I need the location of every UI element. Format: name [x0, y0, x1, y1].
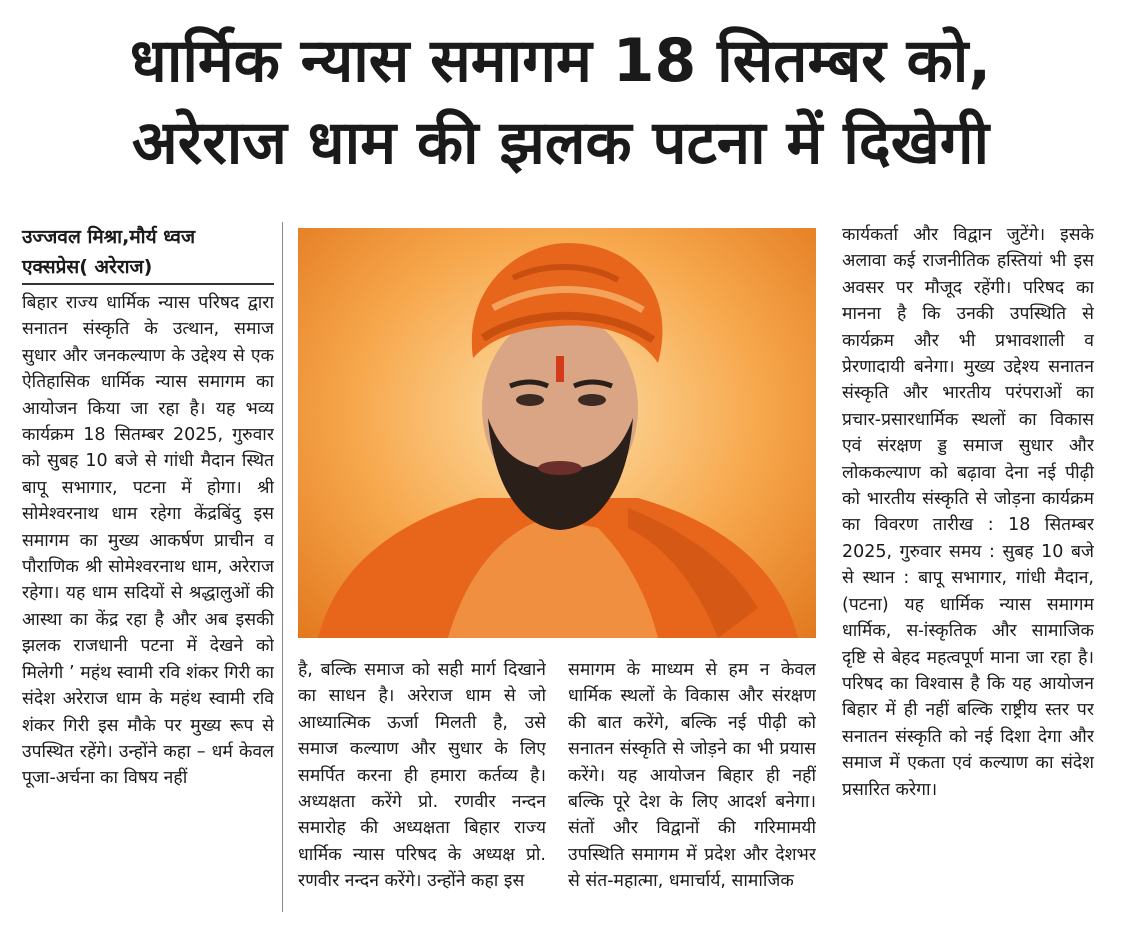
article-column-2: है, बल्कि समाज को सही मार्ग दिखाने का साधन है। अरेराज धाम से जो आध्यात्मिक ऊर्जा मिलती है, उसे समाज कल्याण और सुधार के लिए समर्पित करना ही हमारा कर्तव्य है। अध्यक्षता करेंगे प्रो. रणवीर नन्दन समारोह की अध्यक्षता बिहार राज्य धार्मिक न्यास परिषद के अध्यक्ष प्रो. रणवीर नन्दन करेंगे। उन्होंने कहा इस	[298, 660, 546, 892]
byline	[22, 222, 272, 282]
byline-author: उज्जवल मिश्रा,मौर्य ध्वज	[22, 226, 196, 248]
article-photo	[298, 228, 816, 638]
article-column-4: कार्यकर्ता और विद्वान जुटेंगे। इसके अलावा कई राजनीतिक हस्तियां भी इस अवसर पर मौजूद रहेंगी। परिषद का मानना है कि उनकी उपस्थिति से कार्यक्रम और भी प्रभावशाली व प्रेरणादायी बनेगा। मुख्य उद्देश्य सनातन संस्कृति और भारतीय परंपराओं का प्रचार-प्रसारधार्मिक स्थलों का विकास एवं संरक्षण ड्ड समाज सुधार और लोककल्याण को बढ़ावा देना नई पीढ़ी को भारतीय संस्कृति से जोड़ना कार्यक्रम का विवरण तारीख : 18 सितम्बर 2025, गुरुवार समय : सुबह 10 बजे से स्थान : बापू सभागार, गांधी मैदान,(पटना) यह धार्मिक न्यास समागम धार्मिक, स-ांस्कृतिक और सामाजिक दृष्टि से बेहद महत्वपूर्ण माना जा रहा है। परिषद का विश्वास है कि यह आयोजन बिहार में ही नहीं बल्कि राष्ट्रीय स्तर पर सनातन संस्कृति को नई दिशा देगा और समाज में एकता एवं कल्याण का संदेश प्रसारित करेगा।	[842, 225, 1094, 800]
portrait-monk-orange-turban-icon	[298, 228, 816, 638]
column-divider	[282, 222, 283, 912]
headline-line-1: धार्मिक न्यास समागम 18 सितम्बर को,	[129, 26, 992, 96]
headline	[0, 20, 1121, 184]
headline-line-2: अरेराज धाम की झलक पटना में दिखेगी	[131, 108, 990, 178]
byline-divider	[22, 283, 274, 285]
article-column-1: बिहार राज्य धार्मिक न्यास परिषद द्वारा सनातन संस्कृति के उत्थान, समाज सुधार और जनकल्याण के उद्देश्य से एक ऐतिहासिक धार्मिक न्यास समागम का आयोजन किया जा रहा है। यह भव्य कार्यक्रम 18 सितम्बर 2025, गुरुवार को सुबह 10 बजे से गांधी मैदान स्थित बापू सभागार, पटना में होगा। श्री सोमेश्वरनाथ धाम रहेगा केंद्रबिंदु इस समागम का मुख्य आकर्षण प्राचीन व पौराणिक श्री सोमेश्वरनाथ धाम, अरेराज रहेगा। यह धाम सदियों से श्रद्धालुओं की आस्था का केंद्र रहा है और अब इसकी झलक राजधानी पटना में देखने को मिलेगी ’ महंथ स्वामी रवि शंकर गिरी का संदेश अरेराज धाम के महंथ स्वामी रवि शंकर गिरी इस मौके पर मुख्य रूप से उपस्थित रहेंगे। उन्होंने कहा – धर्म केवल पूजा-अर्चना का विषय नहीं	[22, 293, 274, 789]
article-column-3: समागम के माध्यम से हम न केवल धार्मिक स्थलों के विकास और संरक्षण की बात करेंगे, बल्कि नई पीढ़ी को सनातन संस्कृति से जोड़ने का भी प्रयास करेंगे। यह आयोजन बिहार ही नहीं बल्कि पूरे देश के लिए आदर्श बनेगा। संतों और विद्वानों की गरिमामयी उपस्थिति समागम में प्रदेश और देशभर से संत-महात्मा, धमार्चार्य, सामाजिक	[568, 660, 816, 892]
byline-location: एक्सप्रेस( अरेराज)	[22, 256, 153, 278]
